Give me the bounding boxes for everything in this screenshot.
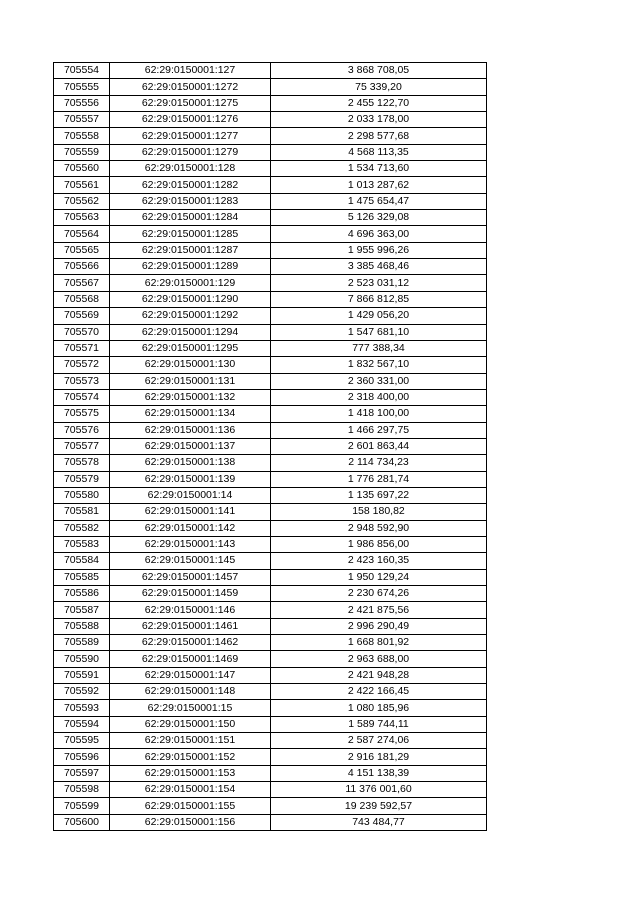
row-number-cell: 705569 <box>54 308 110 324</box>
row-number-cell: 705577 <box>54 438 110 454</box>
cadastral-number-cell: 62:29:0150001:14 <box>110 487 271 503</box>
table-row <box>54 700 487 716</box>
value-cell: 11 376 001,60 <box>271 782 487 798</box>
cadastral-number-cell: 62:29:0150001:136 <box>110 422 271 438</box>
row-number-cell: 705558 <box>54 128 110 144</box>
row-number-cell: 705554 <box>54 63 110 79</box>
row-number-cell: 705594 <box>54 716 110 732</box>
table-row <box>54 569 487 585</box>
row-number-cell: 705579 <box>54 471 110 487</box>
cadastral-number-cell: 62:29:0150001:134 <box>110 406 271 422</box>
row-number-cell: 705561 <box>54 177 110 193</box>
table-row <box>54 438 487 454</box>
table-row <box>54 357 487 373</box>
row-number-cell: 705585 <box>54 569 110 585</box>
cadastral-number-cell: 62:29:0150001:1462 <box>110 635 271 651</box>
value-cell: 2 033 178,00 <box>271 112 487 128</box>
table-row <box>54 308 487 324</box>
cadastral-number-cell: 62:29:0150001:155 <box>110 798 271 814</box>
table-row <box>54 161 487 177</box>
value-cell: 2 523 031,12 <box>271 275 487 291</box>
value-cell: 1 832 567,10 <box>271 357 487 373</box>
table-row <box>54 242 487 258</box>
value-cell: 2 996 290,49 <box>271 618 487 634</box>
table-row <box>54 782 487 798</box>
row-number-cell: 705592 <box>54 684 110 700</box>
table-row <box>54 128 487 144</box>
table-row <box>54 210 487 226</box>
cadastral-number-cell: 62:29:0150001:1282 <box>110 177 271 193</box>
value-cell: 4 151 138,39 <box>271 765 487 781</box>
table-row <box>54 667 487 683</box>
table-row <box>54 340 487 356</box>
cadastral-number-cell: 62:29:0150001:1277 <box>110 128 271 144</box>
row-number-cell: 705565 <box>54 242 110 258</box>
table-row <box>54 553 487 569</box>
value-cell: 158 180,82 <box>271 504 487 520</box>
value-cell: 2 421 948,28 <box>271 667 487 683</box>
value-cell: 1 135 697,22 <box>271 487 487 503</box>
value-cell: 2 422 166,45 <box>271 684 487 700</box>
row-number-cell: 705593 <box>54 700 110 716</box>
table-row <box>54 324 487 340</box>
row-number-cell: 705588 <box>54 618 110 634</box>
cadastral-number-cell: 62:29:0150001:1290 <box>110 291 271 307</box>
row-number-cell: 705583 <box>54 536 110 552</box>
value-cell: 5 126 329,08 <box>271 210 487 226</box>
row-number-cell: 705559 <box>54 144 110 160</box>
value-cell: 3 385 468,46 <box>271 259 487 275</box>
value-cell: 4 696 363,00 <box>271 226 487 242</box>
value-cell: 2 455 122,70 <box>271 95 487 111</box>
cadastral-number-cell: 62:29:0150001:1461 <box>110 618 271 634</box>
row-number-cell: 705571 <box>54 340 110 356</box>
table-row <box>54 635 487 651</box>
table-row <box>54 618 487 634</box>
row-number-cell: 705570 <box>54 324 110 340</box>
cadastral-number-cell: 62:29:0150001:15 <box>110 700 271 716</box>
cadastral-number-cell: 62:29:0150001:1457 <box>110 569 271 585</box>
row-number-cell: 705590 <box>54 651 110 667</box>
cadastral-number-cell: 62:29:0150001:1295 <box>110 340 271 356</box>
row-number-cell: 705572 <box>54 357 110 373</box>
table-row <box>54 275 487 291</box>
table-row <box>54 749 487 765</box>
value-cell: 1 534 713,60 <box>271 161 487 177</box>
table-row <box>54 487 487 503</box>
table-row <box>54 684 487 700</box>
value-cell: 19 239 592,57 <box>271 798 487 814</box>
row-number-cell: 705589 <box>54 635 110 651</box>
cadastral-number-cell: 62:29:0150001:1279 <box>110 144 271 160</box>
cadastral-number-cell: 62:29:0150001:147 <box>110 667 271 683</box>
cadastral-number-cell: 62:29:0150001:146 <box>110 602 271 618</box>
cadastral-number-cell: 62:29:0150001:1469 <box>110 651 271 667</box>
cadastral-number-cell: 62:29:0150001:128 <box>110 161 271 177</box>
row-number-cell: 705598 <box>54 782 110 798</box>
value-cell: 2 318 400,00 <box>271 389 487 405</box>
row-number-cell: 705587 <box>54 602 110 618</box>
row-number-cell: 705599 <box>54 798 110 814</box>
cadastral-number-cell: 62:29:0150001:143 <box>110 536 271 552</box>
row-number-cell: 705564 <box>54 226 110 242</box>
value-cell: 2 421 875,56 <box>271 602 487 618</box>
value-cell: 1 013 287,62 <box>271 177 487 193</box>
value-cell: 743 484,77 <box>271 814 487 830</box>
row-number-cell: 705578 <box>54 455 110 471</box>
cadastral-number-cell: 62:29:0150001:1283 <box>110 193 271 209</box>
value-cell: 1 955 996,26 <box>271 242 487 258</box>
value-cell: 2 360 331,00 <box>271 373 487 389</box>
row-number-cell: 705574 <box>54 389 110 405</box>
cadastral-number-cell: 62:29:0150001:148 <box>110 684 271 700</box>
row-number-cell: 705600 <box>54 814 110 830</box>
cadastral-number-cell: 62:29:0150001:127 <box>110 63 271 79</box>
table-row <box>54 259 487 275</box>
value-cell: 1 776 281,74 <box>271 471 487 487</box>
value-cell: 2 948 592,90 <box>271 520 487 536</box>
cadastral-number-cell: 62:29:0150001:1285 <box>110 226 271 242</box>
table-row <box>54 291 487 307</box>
row-number-cell: 705596 <box>54 749 110 765</box>
value-cell: 1 429 056,20 <box>271 308 487 324</box>
value-cell: 2 963 688,00 <box>271 651 487 667</box>
value-cell: 3 868 708,05 <box>271 63 487 79</box>
table-row <box>54 95 487 111</box>
cadastral-number-cell: 62:29:0150001:145 <box>110 553 271 569</box>
value-cell: 2 916 181,29 <box>271 749 487 765</box>
table-row <box>54 193 487 209</box>
row-number-cell: 705586 <box>54 586 110 602</box>
table-row <box>54 716 487 732</box>
table-row <box>54 798 487 814</box>
row-number-cell: 705567 <box>54 275 110 291</box>
value-cell: 1 589 744,11 <box>271 716 487 732</box>
table-row <box>54 455 487 471</box>
cadastral-number-cell: 62:29:0150001:1276 <box>110 112 271 128</box>
cadastral-number-cell: 62:29:0150001:154 <box>110 782 271 798</box>
cadastral-number-cell: 62:29:0150001:142 <box>110 520 271 536</box>
value-cell: 777 388,34 <box>271 340 487 356</box>
value-cell: 1 986 856,00 <box>271 536 487 552</box>
table-row <box>54 602 487 618</box>
row-number-cell: 705580 <box>54 487 110 503</box>
row-number-cell: 705581 <box>54 504 110 520</box>
cadastral-number-cell: 62:29:0150001:151 <box>110 733 271 749</box>
cadastral-number-cell: 62:29:0150001:139 <box>110 471 271 487</box>
value-cell: 2 423 160,35 <box>271 553 487 569</box>
row-number-cell: 705556 <box>54 95 110 111</box>
value-cell: 2 298 577,68 <box>271 128 487 144</box>
table-row <box>54 765 487 781</box>
cadastral-number-cell: 62:29:0150001:131 <box>110 373 271 389</box>
row-number-cell: 705555 <box>54 79 110 95</box>
table-row <box>54 389 487 405</box>
row-number-cell: 705560 <box>54 161 110 177</box>
table-row <box>54 814 487 830</box>
cadastral-number-cell: 62:29:0150001:1294 <box>110 324 271 340</box>
cadastral-number-cell: 62:29:0150001:138 <box>110 455 271 471</box>
value-cell: 1 466 297,75 <box>271 422 487 438</box>
value-cell: 2 601 863,44 <box>271 438 487 454</box>
table-row <box>54 79 487 95</box>
cadastral-number-cell: 62:29:0150001:129 <box>110 275 271 291</box>
row-number-cell: 705576 <box>54 422 110 438</box>
table-row <box>54 504 487 520</box>
cadastral-number-cell: 62:29:0150001:132 <box>110 389 271 405</box>
table-row <box>54 520 487 536</box>
row-number-cell: 705562 <box>54 193 110 209</box>
table-row <box>54 144 487 160</box>
row-number-cell: 705568 <box>54 291 110 307</box>
value-cell: 2 587 274,06 <box>271 733 487 749</box>
cadastral-number-cell: 62:29:0150001:1275 <box>110 95 271 111</box>
table-row <box>54 177 487 193</box>
table-row <box>54 406 487 422</box>
row-number-cell: 705566 <box>54 259 110 275</box>
cadastral-number-cell: 62:29:0150001:156 <box>110 814 271 830</box>
table-row <box>54 536 487 552</box>
cadastral-number-cell: 62:29:0150001:1292 <box>110 308 271 324</box>
table-row <box>54 112 487 128</box>
row-number-cell: 705557 <box>54 112 110 128</box>
value-cell: 1 080 185,96 <box>271 700 487 716</box>
cadastral-number-cell: 62:29:0150001:150 <box>110 716 271 732</box>
table-row <box>54 226 487 242</box>
cadastral-number-cell: 62:29:0150001:141 <box>110 504 271 520</box>
cadastral-number-cell: 62:29:0150001:152 <box>110 749 271 765</box>
table-row <box>54 651 487 667</box>
row-number-cell: 705573 <box>54 373 110 389</box>
value-cell: 1 547 681,10 <box>271 324 487 340</box>
table-row <box>54 586 487 602</box>
value-cell: 7 866 812,85 <box>271 291 487 307</box>
value-cell: 75 339,20 <box>271 79 487 95</box>
cadastral-number-cell: 62:29:0150001:1272 <box>110 79 271 95</box>
table-body <box>54 63 487 831</box>
row-number-cell: 705597 <box>54 765 110 781</box>
row-number-cell: 705584 <box>54 553 110 569</box>
row-number-cell: 705575 <box>54 406 110 422</box>
row-number-cell: 705582 <box>54 520 110 536</box>
table-row <box>54 373 487 389</box>
cadastral-number-cell: 62:29:0150001:130 <box>110 357 271 373</box>
cadastral-number-cell: 62:29:0150001:1289 <box>110 259 271 275</box>
row-number-cell: 705591 <box>54 667 110 683</box>
value-cell: 1 950 129,24 <box>271 569 487 585</box>
value-cell: 2 114 734,23 <box>271 455 487 471</box>
cadastral-number-cell: 62:29:0150001:1287 <box>110 242 271 258</box>
cadastral-number-cell: 62:29:0150001:1284 <box>110 210 271 226</box>
row-number-cell: 705595 <box>54 733 110 749</box>
cadastral-number-cell: 62:29:0150001:137 <box>110 438 271 454</box>
value-cell: 1 668 801,92 <box>271 635 487 651</box>
table-row <box>54 63 487 79</box>
value-cell: 1 475 654,47 <box>271 193 487 209</box>
value-cell: 4 568 113,35 <box>271 144 487 160</box>
table-row <box>54 733 487 749</box>
cadastral-number-cell: 62:29:0150001:1459 <box>110 586 271 602</box>
row-number-cell: 705563 <box>54 210 110 226</box>
table-row <box>54 471 487 487</box>
table-row <box>54 422 487 438</box>
cadastral-number-cell: 62:29:0150001:153 <box>110 765 271 781</box>
value-cell: 2 230 674,26 <box>271 586 487 602</box>
data-table <box>53 62 487 831</box>
value-cell: 1 418 100,00 <box>271 406 487 422</box>
